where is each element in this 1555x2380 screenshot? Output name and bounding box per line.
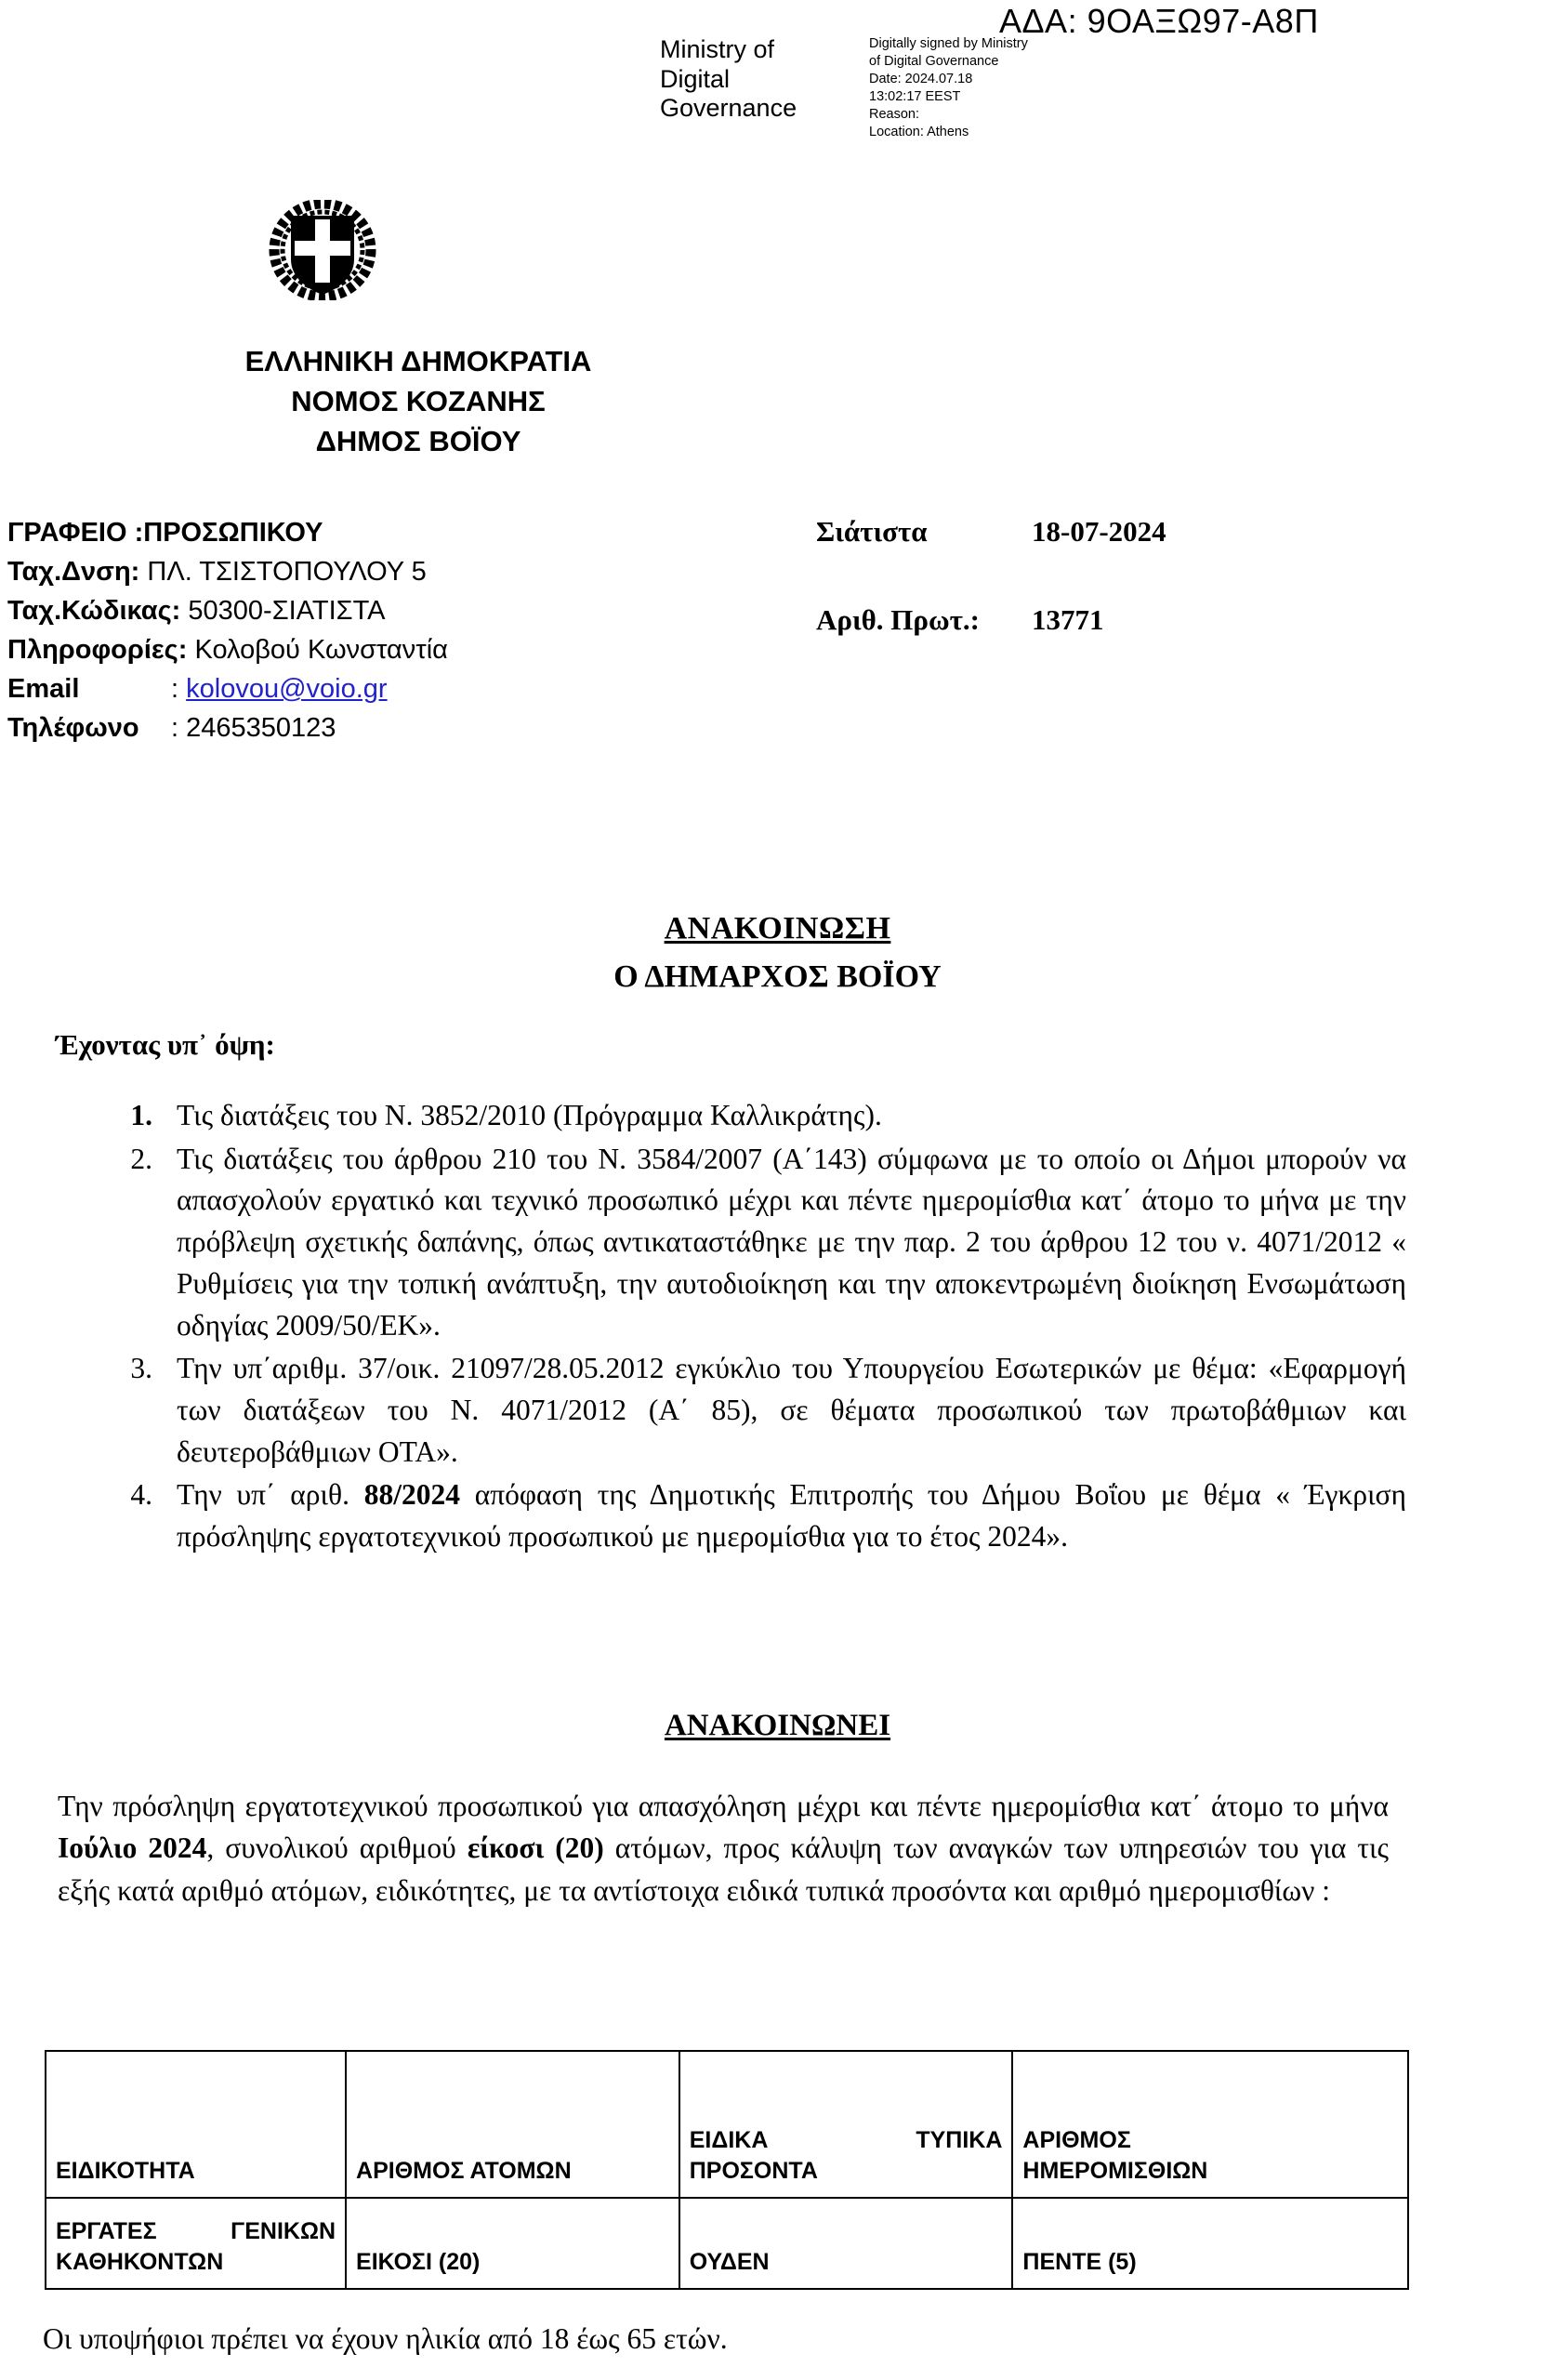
authority-line-municipality: ΔΗΜΟΣ ΒΟΪΟΥ (315, 424, 521, 457)
page-title (0, 911, 1555, 946)
clause-number: 2. (130, 1142, 152, 1175)
ada-code: ΑΔΑ: 9ΟΑΞΩ97-Α8Π (999, 2, 1319, 40)
authority-header (0, 342, 837, 461)
phone-separator: : (171, 713, 179, 744)
clause-item (119, 1095, 1406, 1137)
announcement-paragraph (58, 1785, 1389, 1911)
clause-number: 3. (130, 1352, 152, 1385)
paragraph-part-3: ατόμων, προς κάλυψη των αναγκών των υπηρεσιών του για τις εξής κατά αριθμό ατόμων, ειδικότητες, με τα αντίστοιχα ειδικά τυπικά προσόντα και αριθμό ημερομισθίων : (58, 1831, 1389, 1907)
signature-detail-time: 13:02:17 EEST (869, 88, 961, 104)
having-regard-label: Έχοντας υπ᾿ όψη: (56, 1028, 275, 1061)
cell-specialty-line-1: ΕΡΓΑΤΕΣ ΓΕΝΙΚΩΝ (56, 2217, 336, 2244)
column-header-wages-line-1: ΑΡΙΘΜΟΣ (1022, 2126, 1131, 2153)
clause-number: 4. (130, 1478, 152, 1512)
cell-persons: ΕΙΚΟΣΙ (20) (346, 2198, 679, 2289)
paragraph-part-1: Την πρόσληψη εργατοτεχνικού προσωπικού για απασχόληση μέχρι και πέντε ημερομίσθια κατ΄ άτομο το μήνα (58, 1790, 1389, 1822)
clause-text: Τις διατάξεις του Ν. 3852/2010 (Πρόγραμμα Καλλικράτης). (177, 1099, 882, 1131)
place-date-row (816, 517, 1166, 546)
clause-list (119, 1095, 1406, 1560)
place-value: Σιάτιστα (816, 515, 928, 548)
column-header-specialty-label: ΕΙΔΙΚΟΤΗΤΑ (56, 2158, 195, 2185)
info-value: Κολοβού Κωνσταντία (194, 635, 448, 666)
phone-row (7, 708, 448, 747)
signature-detail-location: Location: Athens (869, 124, 969, 139)
info-label: Πληροφορίες: (7, 635, 188, 666)
hellenic-republic-emblem-icon (257, 200, 388, 300)
cell-specialty-line-2: ΚΑΘΗΚΟΝΤΩΝ (56, 2249, 224, 2276)
authority-line-republic: ΕΛΛΗΝΙΚΗ ΔΗΜΟΚΡΑΤΙΑ (244, 345, 592, 377)
protocol-value: 13771 (1032, 603, 1104, 636)
email-separator: : (171, 674, 179, 705)
postcode-value: 50300-ΣΙΑΤΙΣΤΑ (188, 596, 386, 627)
email-label: Email (7, 674, 80, 705)
table-header-row (46, 2051, 1408, 2198)
clause-item (119, 1474, 1406, 1557)
office-label: ΓΡΑΦΕΙΟ :ΠΡΟΣΩΠΙΚΟΥ (7, 518, 323, 548)
paragraph-month-year: Ιούλιο 2024 (58, 1831, 207, 1865)
signature-details (869, 35, 1092, 141)
column-header-qualifications-line-1: ΕΙΔΙΚΑ ΤΥΠΙΚΑ (689, 2126, 1003, 2153)
protocol-row (816, 605, 1166, 634)
column-header-wages (1012, 2051, 1408, 2198)
document-meta (816, 517, 1166, 634)
paragraph-total-count: είκοσι (20) (467, 1831, 604, 1865)
table-row (46, 2198, 1408, 2289)
positions-table (45, 2050, 1409, 2290)
column-header-specialty (46, 2051, 346, 2198)
signature-authority-line-3: Governance (660, 94, 797, 123)
signature-detail-date: Date: 2024.07.18 (869, 71, 973, 86)
protocol-label: Αριθ. Πρωτ.: (816, 603, 980, 636)
phone-label: Τηλέφωνο (7, 713, 139, 744)
announces-heading (0, 1709, 1555, 1743)
clause-decision-number: 88/2024 (363, 1478, 460, 1512)
column-header-wages-line-2: ΗΜΕΡΟΜΙΣΘΙΩΝ (1022, 2158, 1208, 2185)
address-value: ΠΛ. ΤΣΙΣΤΟΠΟΥΛΟΥ 5 (147, 557, 427, 588)
email-row (7, 669, 448, 708)
signature-authority-name (660, 35, 860, 124)
signature-detail-line-2: of Digital Governance (869, 53, 999, 69)
clause-text: Την υπ΄αριθμ. 37/οικ. 21097/28.05.2012 εγκύκλιο του Υπουργείου Εσωτερικών με θέμα: «Εφαρμογή των διατάξεων του Ν. 4071/2012 (Α΄ 85), σε θέματα προσωπικού των πρωτοβάθμιων και δευτεροβάθμιων ΟΤΑ». (177, 1352, 1406, 1468)
column-header-qualifications-line-2: ΠΡΟΣΟΝΤΑ (689, 2158, 818, 2185)
announces-heading-text: ΑΝΑΚΟΙΝΩΝΕΙ (664, 1709, 891, 1742)
postcode-label: Ταχ.Κώδικας: (7, 596, 181, 627)
clause-text (177, 1474, 1406, 1557)
signature-detail-line-1: Digitally signed by Ministry (869, 36, 1028, 51)
page-subtitle: Ο ΔΗΜΑΡΧΟΣ ΒΟΪΟΥ (613, 959, 942, 994)
cell-wages: ΠΕΝΤΕ (5) (1012, 2198, 1408, 2289)
signature-authority-line-1: Ministry of (660, 35, 775, 63)
date-value: 18-07-2024 (1032, 515, 1166, 548)
clause-text: Τις διατάξεις του άρθρου 210 του Ν. 3584/2007 (Α΄143) σύμφωνα με το οποίο οι Δήμοι μπορούν να απασχολούν εργατικό και τεχνικό προσωπικό μέχρι και πέντε ημερομίσθια κατ΄ άτομο το μήνα με την πρόβλεψη σχετικής δαπάνης, όπως αντικαταστάθηκε με την παρ. 2 του άρθρου 12 του ν. 4071/2012 « Ρυθμίσεις για την τοπική ανάπτυξη, την αυτοδιοίκηση και την αποκεντρωμένη διοίκηση Ενσωμάτωση οδηγίας 2009/50/ΕΚ». (177, 1142, 1406, 1342)
digital-signature-stamp (660, 35, 1092, 141)
table-body (46, 2198, 1408, 2289)
paragraph-part-2: , συνολικού αριθμού (206, 1831, 468, 1865)
column-header-persons (346, 2051, 679, 2198)
address-label: Ταχ.Δνση: (7, 557, 140, 588)
clause-item (119, 1139, 1406, 1347)
clause-number: 1. (130, 1099, 152, 1131)
cell-specialty (46, 2198, 346, 2289)
clause-text-suffix: απόφαση της Δημοτικής Επιτροπής του Δήμου Βοΐου με θέμα « Έγκριση πρόσληψης εργατοτεχνικού προσωπικού με ημερομίσθια για το έτος 2024». (177, 1478, 1406, 1554)
table-head (46, 2051, 1408, 2198)
cell-qualifications: ΟΥΔΕΝ (679, 2198, 1013, 2289)
page-title-text: ΑΝΑΚΟΙΝΩΣΗ (664, 911, 891, 945)
signature-detail-reason: Reason: (869, 106, 920, 122)
age-requirement-note: Οι υποψήφιοι πρέπει να έχουν ηλικία από 18 έως 65 ετών. (43, 2322, 728, 2355)
clause-text-prefix: Την υπ΄ αριθ. (177, 1478, 364, 1512)
authority-line-prefecture: ΝΟΜΟΣ ΚΟΖΑΝΗΣ (291, 384, 546, 417)
address-row (7, 552, 448, 591)
postcode-row (7, 591, 448, 630)
clause-item (119, 1348, 1406, 1473)
contact-block (7, 513, 448, 747)
column-header-qualifications (679, 2051, 1013, 2198)
phone-value: 2465350123 (186, 713, 336, 744)
signature-authority-line-2: Digital (660, 64, 731, 93)
info-row (7, 630, 448, 669)
email-link[interactable]: kolovou@voio.gr (186, 674, 388, 705)
column-header-persons-label: ΑΡΙΘΜΟΣ ΑΤΟΜΩΝ (356, 2158, 572, 2185)
